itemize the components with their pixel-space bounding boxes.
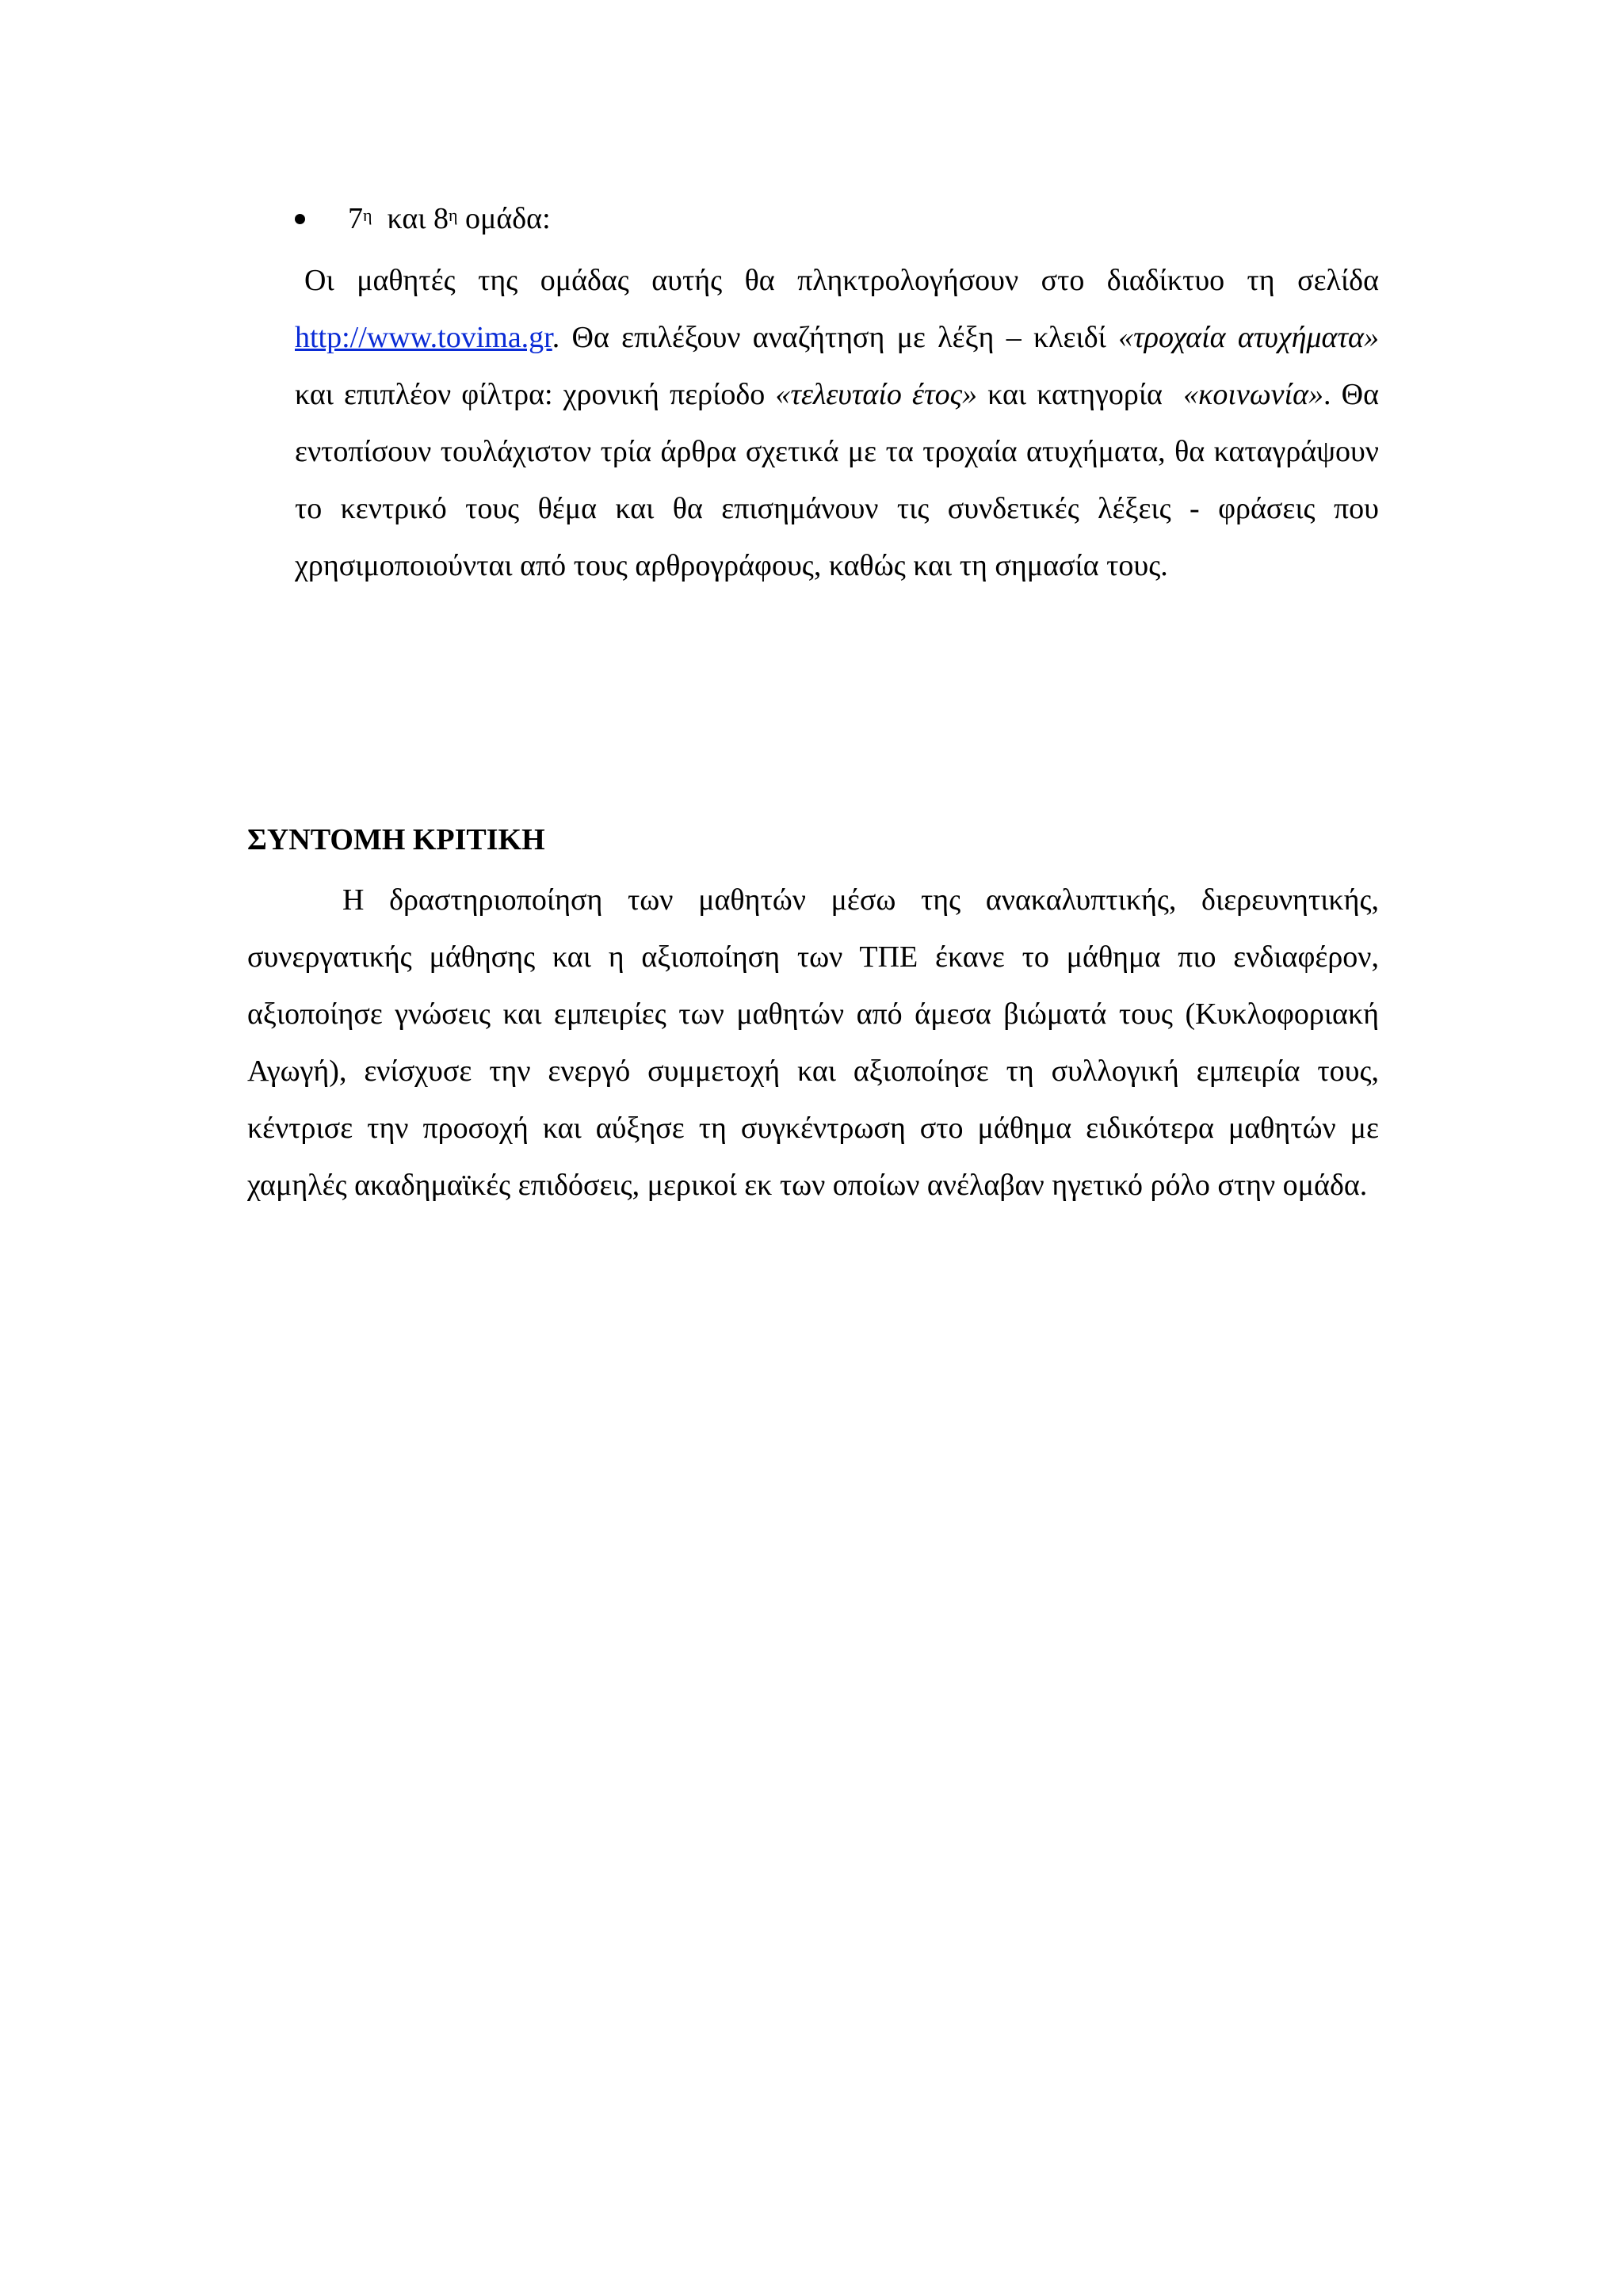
- tovima-link[interactable]: http://www.tovima.gr: [295, 321, 552, 354]
- search-keyword: «τροχαία ατυχήματα»: [1118, 321, 1379, 354]
- time-filter: «τελευταίο έτος»: [775, 378, 978, 411]
- group-number-7: 7: [348, 202, 363, 235]
- critique-paragraph: Η δραστηριοποίηση των μαθητών μέσω της ανακαλυπτικής, διερευνητικής, συνεργατικής μάθησης και η αξιοποίηση των ΤΠΕ έκανε το μάθημα πιο ενδιαφέρον, αξιοποίησε γνώσεις και εμπειρίες των μαθητών από άμεσα βιώματά τους (Κυκλοφοριακή Αγωγή), ενίσχυσε την ενεργό συμμετοχή και αξιοποίησε τη συλλογική εμπειρία τους, κέντρισε την προσοχή και αύξησε τη συγκέντρωση στο μάθημα ειδικότερα μαθητών με χαμηλές ακαδημαϊκές επιδόσεις, μερικοί εκ των οποίων ανέλαβαν ηγετικό ρόλο στην ομάδα.: [247, 883, 1379, 1202]
- bullet-icon: [295, 214, 305, 224]
- group-label: ομάδα:: [464, 202, 551, 235]
- ordinal-superscript: η: [448, 205, 458, 225]
- ordinal-superscript: η: [363, 205, 372, 225]
- text-run: και επιπλέον φίλτρα: χρονική περίοδο: [295, 378, 776, 411]
- text-run: Οι μαθητές της ομάδας αυτής θα πληκτρολογήσουν στο διαδίκτυο τη σελίδα: [304, 264, 1379, 297]
- group-instructions-paragraph: [295, 252, 1379, 594]
- text-run: και κατηγορία: [977, 378, 1174, 411]
- text-run: . Θα εντοπίσουν τουλάχιστον τρία άρθρα σχετικά με τα τροχαία ατυχήματα, θα καταγράψουν το κεντρικό τους θέμα και θα επισημάνουν τις συνδετικές λέξεις - φράσεις που χρησιμοποιούνται από τους αρθρογράφους, καθώς και τη σημασία τους.: [295, 378, 1380, 582]
- group-number-8: και 8: [387, 202, 449, 235]
- text-run: . Θα επιλέξουν αναζήτηση με λέξη – κλειδί: [552, 321, 1119, 354]
- category-filter: «κοινωνία»: [1183, 378, 1324, 411]
- section-heading: ΣΥΝΤΟΜΗ ΚΡΙΤΙΚΗ: [247, 823, 545, 856]
- group-bullet-item: [295, 200, 551, 238]
